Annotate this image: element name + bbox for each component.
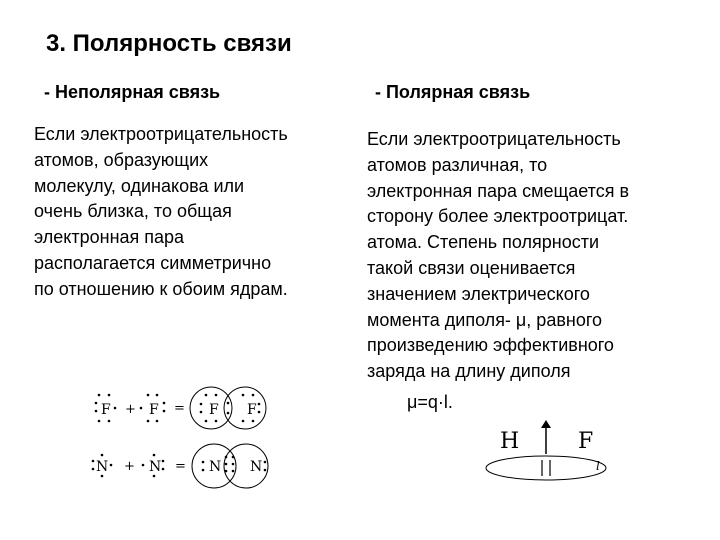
polar-line: Если электроотрицательность [367, 129, 621, 149]
polar-line: произведению эффективного [367, 335, 614, 356]
polar-line: такой связи оценивается [367, 257, 576, 278]
polar-line: заряда на длину диполя [367, 361, 571, 382]
f2-atom-left: F [209, 402, 219, 418]
n2-lewis-diagram [86, 440, 286, 500]
polar-line: электронная пара смещается в [367, 180, 630, 201]
polar-line: момента диполя- μ, равного [367, 309, 603, 330]
equals-sign-1: = [174, 401, 185, 416]
nonpolar-heading: - Неполярная связь [44, 82, 221, 102]
dipole-length-label: l [596, 459, 600, 473]
f2-orbital-right [224, 387, 266, 429]
n-atom-1: N [96, 459, 109, 475]
polar-heading: - Полярная связь [375, 82, 531, 102]
polar-line: атома. Степень полярности [367, 232, 600, 253]
nonpolar-line: Если электроотрицательность [34, 124, 288, 144]
polar-line: сторону более электроотрицат. [367, 206, 629, 227]
plus-sign-2: + [124, 459, 135, 474]
dipole-orbit-ellipse [486, 456, 606, 480]
h-atom-label: H [500, 429, 520, 454]
hf-dipole-diagram [470, 418, 620, 498]
nonpolar-line: очень близка, то общая [34, 201, 232, 222]
n2-atom-left: N [209, 459, 222, 475]
f2-atom-right: F [247, 402, 257, 418]
polar-line: атомов различная, то [367, 154, 548, 175]
f-atom-2: F [149, 402, 159, 418]
n-atom-2: N [149, 459, 162, 475]
polar-description [367, 127, 629, 385]
n2-atom-right: N [250, 459, 263, 475]
polar-line: значением электрического [367, 283, 590, 304]
f-atom-label: F [578, 429, 594, 454]
dipole-arrow-icon [541, 420, 551, 428]
equals-sign-2: = [175, 459, 186, 474]
f-atom-1: F [101, 402, 111, 418]
nonpolar-line: располагается симметрично [34, 252, 272, 273]
nonpolar-line: по отношению к обоим ядрам. [34, 278, 288, 299]
nonpolar-line: электронная пара [34, 227, 185, 248]
nonpolar-line: молекулу, одинакова или [34, 175, 245, 196]
f2-lewis-diagram [88, 378, 288, 438]
plus-sign-1: + [125, 402, 136, 417]
slide-title: 3. Полярность связи [46, 30, 292, 57]
nonpolar-line: атомов, образующих [34, 149, 209, 170]
dipole-formula: μ=q·l. [407, 392, 453, 412]
nonpolar-description [34, 122, 288, 303]
